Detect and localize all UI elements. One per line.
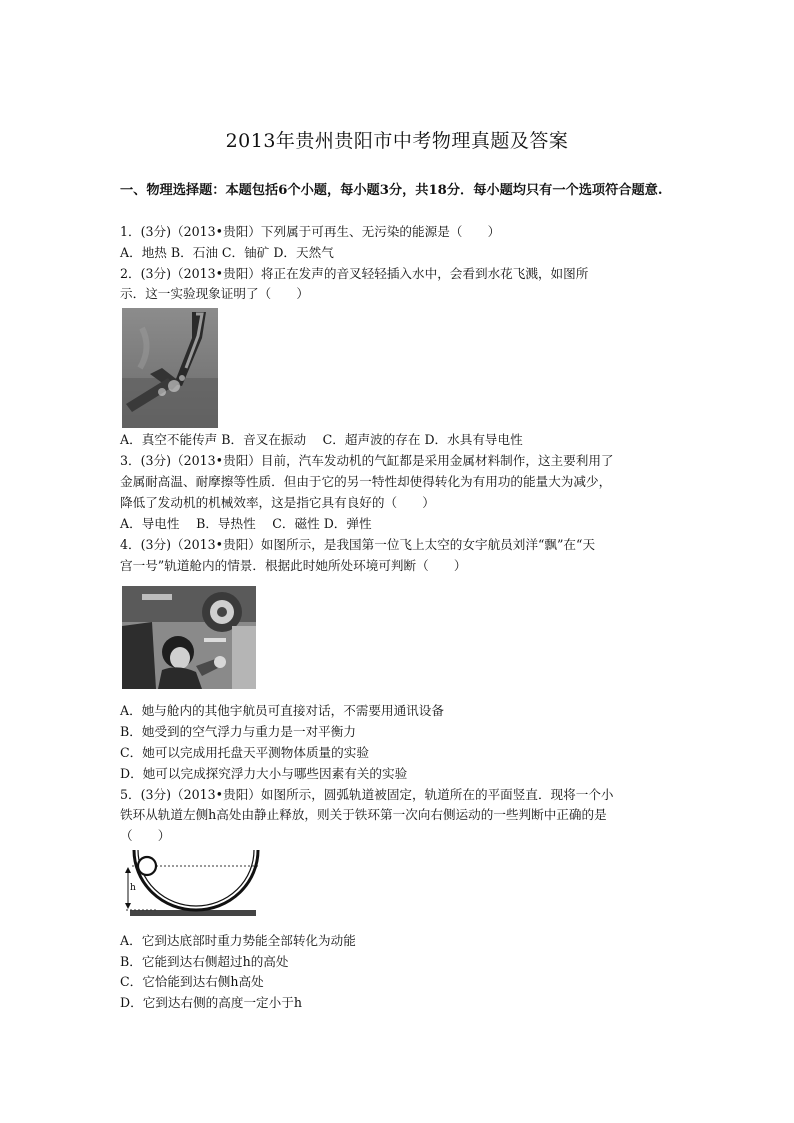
q4-option-line-4: D．她可以完成探究浮力大小与哪些因素有关的实验 xyxy=(120,766,408,781)
q3-stem-line-2: 金属耐高温、耐摩擦等性质．但由于它的另一特性却使得转化为有用功的能量大为减少， xyxy=(120,474,612,489)
q1-option-line-1: A．地热 B．石油 C．铀矿 D．天然气 xyxy=(120,245,334,260)
q2-stem-line-2: 示．这一实验现象证明了（ ） xyxy=(120,286,309,301)
q3-stem-line-1: 3．(3分)（2013•贵阳）目前，汽车发动机的气缸都是采用金属材料制作，这主要利用了 xyxy=(120,453,614,468)
page-title: 2013年贵州贵阳市中考物理真题及答案 xyxy=(225,130,569,152)
q1-stem-line-1: 1．(3分)（2013•贵阳）下列属于可再生、无污染的能源是（ ） xyxy=(120,224,501,239)
q5-option-line-2: B．它能到达右侧超过h的高处 xyxy=(120,954,289,969)
height-label: h xyxy=(130,883,136,893)
q5-stem-line-1: 5．(3分)（2013•贵阳）如图所示，圆弧轨道被固定，轨道所在的平面竖直．现将一个小 xyxy=(120,787,614,802)
q4-stem-line-1: 4．(3分)（2013•贵阳）如图所示，是我国第一位飞上太空的女宇航员刘洋“飘”在“天 xyxy=(120,537,596,552)
q4-option-line-1: A．她与舱内的其他宇航员可直接对话，不需要用通讯设备 xyxy=(120,703,444,718)
q5-option-line-3: C．它恰能到达右侧h高处 xyxy=(120,974,264,989)
q2-option-line-1: A．真空不能传声 B．音叉在振动 C．超声波的存在 D．水具有导电性 xyxy=(120,432,523,447)
q5-stem-line-2: 铁环从轨道左侧h高处由静止释放，则关于铁环第一次向右侧运动的一些判断中正确的是 xyxy=(120,807,607,822)
q3-stem-line-3: 降低了发动机的机械效率，这是指它具有良好的（ ） xyxy=(120,495,435,510)
q4-option-line-3: C．她可以完成用托盘天平测物体质量的实验 xyxy=(120,745,369,760)
arc-track-inner xyxy=(138,850,254,906)
iron-ring xyxy=(138,857,156,875)
q4-option-line-2: B．她受到的空气浮力与重力是一对平衡力 xyxy=(120,724,356,739)
q5-option-line-1: A．它到达底部时重力势能全部转化为动能 xyxy=(120,933,356,948)
astronaut-photo xyxy=(122,586,256,689)
q5-stem-line-3: （ ） xyxy=(120,828,171,843)
arc-track-diagram xyxy=(118,846,268,922)
q5-option-line-4: D．它到达右侧的高度一定小于h xyxy=(120,995,302,1010)
section-header: 一、物理选择题：本题包括6个小题，每小题3分，共18分．每小题均只有一个选项符合题意. xyxy=(120,183,663,198)
q4-stem-line-2: 宫一号”轨道舱内的情景．根据此时她所处环境可判断（ ） xyxy=(120,558,467,573)
q3-option-line-1: A．导电性 B．导热性 C．磁性 D．弹性 xyxy=(120,516,372,531)
tuning-fork-photo xyxy=(122,308,218,428)
q2-stem-line-1: 2．(3分)（2013•贵阳）将正在发声的音叉轻轻插入水中，会看到水花飞溅，如图所 xyxy=(120,266,589,281)
